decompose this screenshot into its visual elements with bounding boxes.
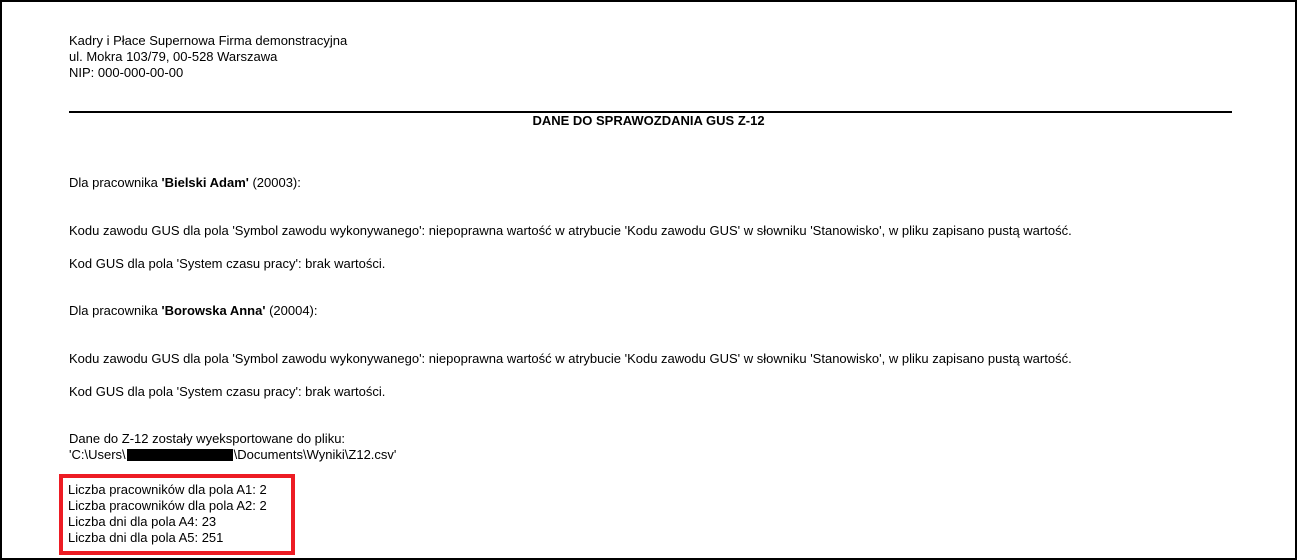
error-line: Kod GUS dla pola 'System czasu pracy': brak wartości. [69, 256, 386, 271]
letterhead [69, 33, 347, 81]
export-info [69, 431, 396, 463]
employee-intro-prefix: Dla pracownika [69, 303, 162, 318]
redaction-bar [127, 449, 233, 461]
summary-line: Liczba dni dla pola A5: 251 [68, 530, 224, 545]
export-status-line: Dane do Z-12 zostały wyeksportowane do pliku: [69, 431, 346, 446]
employee-name: 'Bielski Adam' [161, 175, 249, 190]
report-title: DANE DO SPRAWOZDANIA GUS Z-12 [532, 113, 765, 128]
employee-intro-line [69, 175, 301, 191]
export-path-prefix: 'C:\Users\ [69, 447, 126, 462]
company-address: ul. Mokra 103/79, 00-528 Warszawa [69, 49, 278, 64]
error-line: Kod GUS dla pola 'System czasu pracy': brak wartości. [69, 384, 386, 399]
employee-intro-suffix: (20004): [265, 303, 318, 318]
employee-name: 'Borowska Anna' [161, 303, 266, 318]
summary-line: Liczba dni dla pola A4: 23 [68, 514, 217, 529]
error-line: Kodu zawodu GUS dla pola 'Symbol zawodu wykonywanego': niepoprawna wartość w atrybucie 'Kodu zawodu GUS' w słowniku 'Stanowisko', w pliku zapisano pustą wartość. [69, 351, 1072, 366]
employee-intro-suffix: (20003): [248, 175, 301, 190]
employee-intro-prefix: Dla pracownika [69, 175, 162, 190]
error-line: Kodu zawodu GUS dla pola 'Symbol zawodu wykonywanego': niepoprawna wartość w atrybucie 'Kodu zawodu GUS' w słowniku 'Stanowisko', w pliku zapisano pustą wartość. [69, 223, 1072, 238]
summary-highlight-box [59, 474, 295, 555]
company-nip: NIP: 000-000-00-00 [69, 65, 184, 80]
summary-line: Liczba pracowników dla pola A1: 2 [68, 482, 267, 497]
employee-intro-line [69, 303, 318, 319]
export-path-suffix: \Documents\Wyniki\Z12.csv' [233, 447, 397, 462]
summary-line: Liczba pracowników dla pola A2: 2 [68, 498, 267, 513]
export-path-line [69, 447, 396, 463]
company-name: Kadry i Płace Supernowa Firma demonstracyjna [69, 33, 348, 48]
